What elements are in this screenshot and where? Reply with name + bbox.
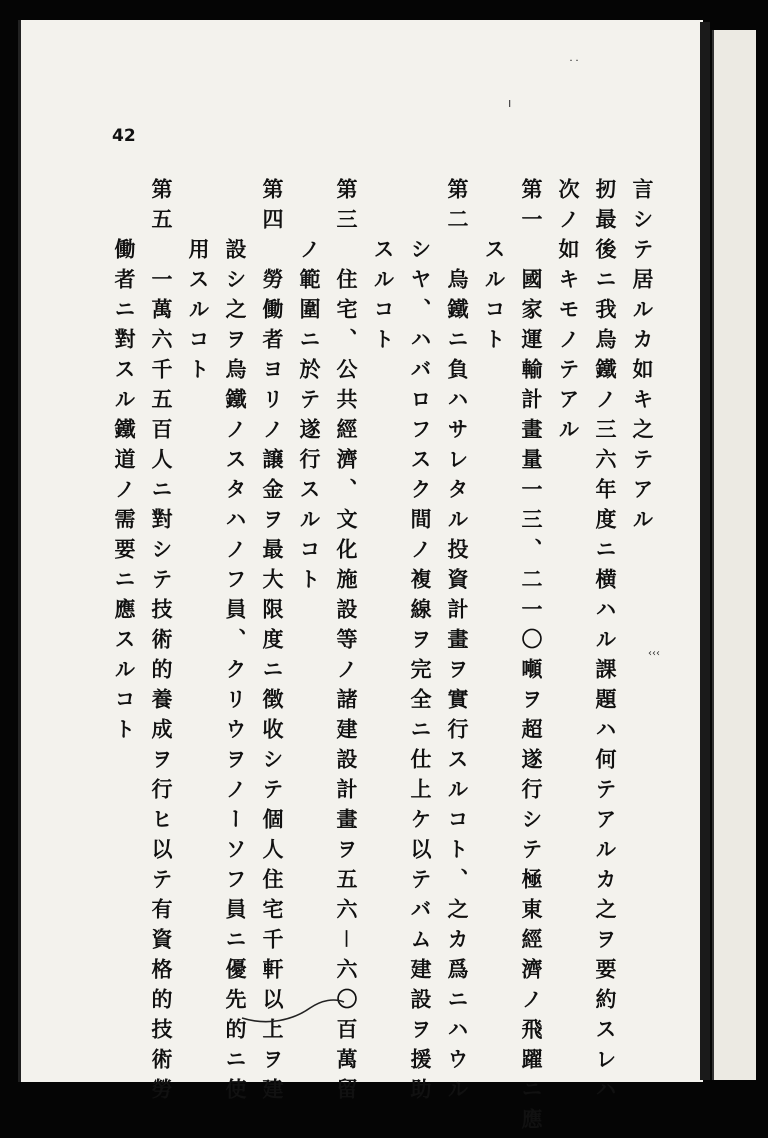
text-column: 働者ニ對スル鐵道ノ需要ニ應スルコト	[112, 178, 137, 748]
stray-mark: ˙˙	[568, 58, 580, 72]
stray-mark: ‹‹‹	[648, 648, 660, 659]
text-column: スルコト	[482, 178, 507, 358]
text-column: 次ノ如キモノテアル	[556, 178, 581, 448]
text-column: 第一 國家運輸計畫量一三、二一〇噸ヲ超遂行シテ極東經濟ノ飛躍ニ應	[519, 178, 544, 1138]
text-column: 用スルコト	[186, 178, 211, 388]
text-column: ノ範圍ニ於テ遂行スルコト	[297, 178, 322, 598]
stray-mark: ı	[508, 96, 512, 110]
text-column: スルコト	[371, 178, 396, 358]
text-column: 扨最後ニ我烏鐵ノ三六年度ニ横ハル課題ハ何テアルカ之ヲ要約スレハ	[593, 178, 618, 1108]
adjacent-page-strip	[712, 30, 756, 1080]
text-column: 第五 一萬六千五百人ニ對シテ技術的養成ヲ行ヒ以テ有資格的技術勞	[149, 178, 174, 1108]
text-column: 言シテ居ルカ如キ之テアル	[630, 178, 655, 538]
text-column: 第四 勞働者ヨリノ譲金ヲ最大限度ニ徴收シテ個人住宅千軒以上ヲ建	[260, 178, 285, 1108]
text-column: シヤ、ハバロフスク間ノ複線ヲ完全ニ仕上ケ以テバム建設ヲ援助	[408, 178, 433, 1108]
text-column: 第三 住宅、公共經濟、文化施設等ノ諸建設計畫ヲ五六－六〇百萬留	[334, 178, 359, 1108]
page-gutter	[700, 22, 710, 1080]
pencil-stroke	[238, 990, 348, 1030]
page-number: 42	[112, 126, 136, 146]
text-column: 第二 烏鐵ニ負ハサレタル投資計畫ヲ實行スルコト、之カ爲ニハウル	[445, 178, 470, 1108]
text-column: 設シ之ヲ烏鐵ノスタハノフ員、クリウヲノーソフ員ニ優先的ニ使	[223, 178, 248, 1108]
